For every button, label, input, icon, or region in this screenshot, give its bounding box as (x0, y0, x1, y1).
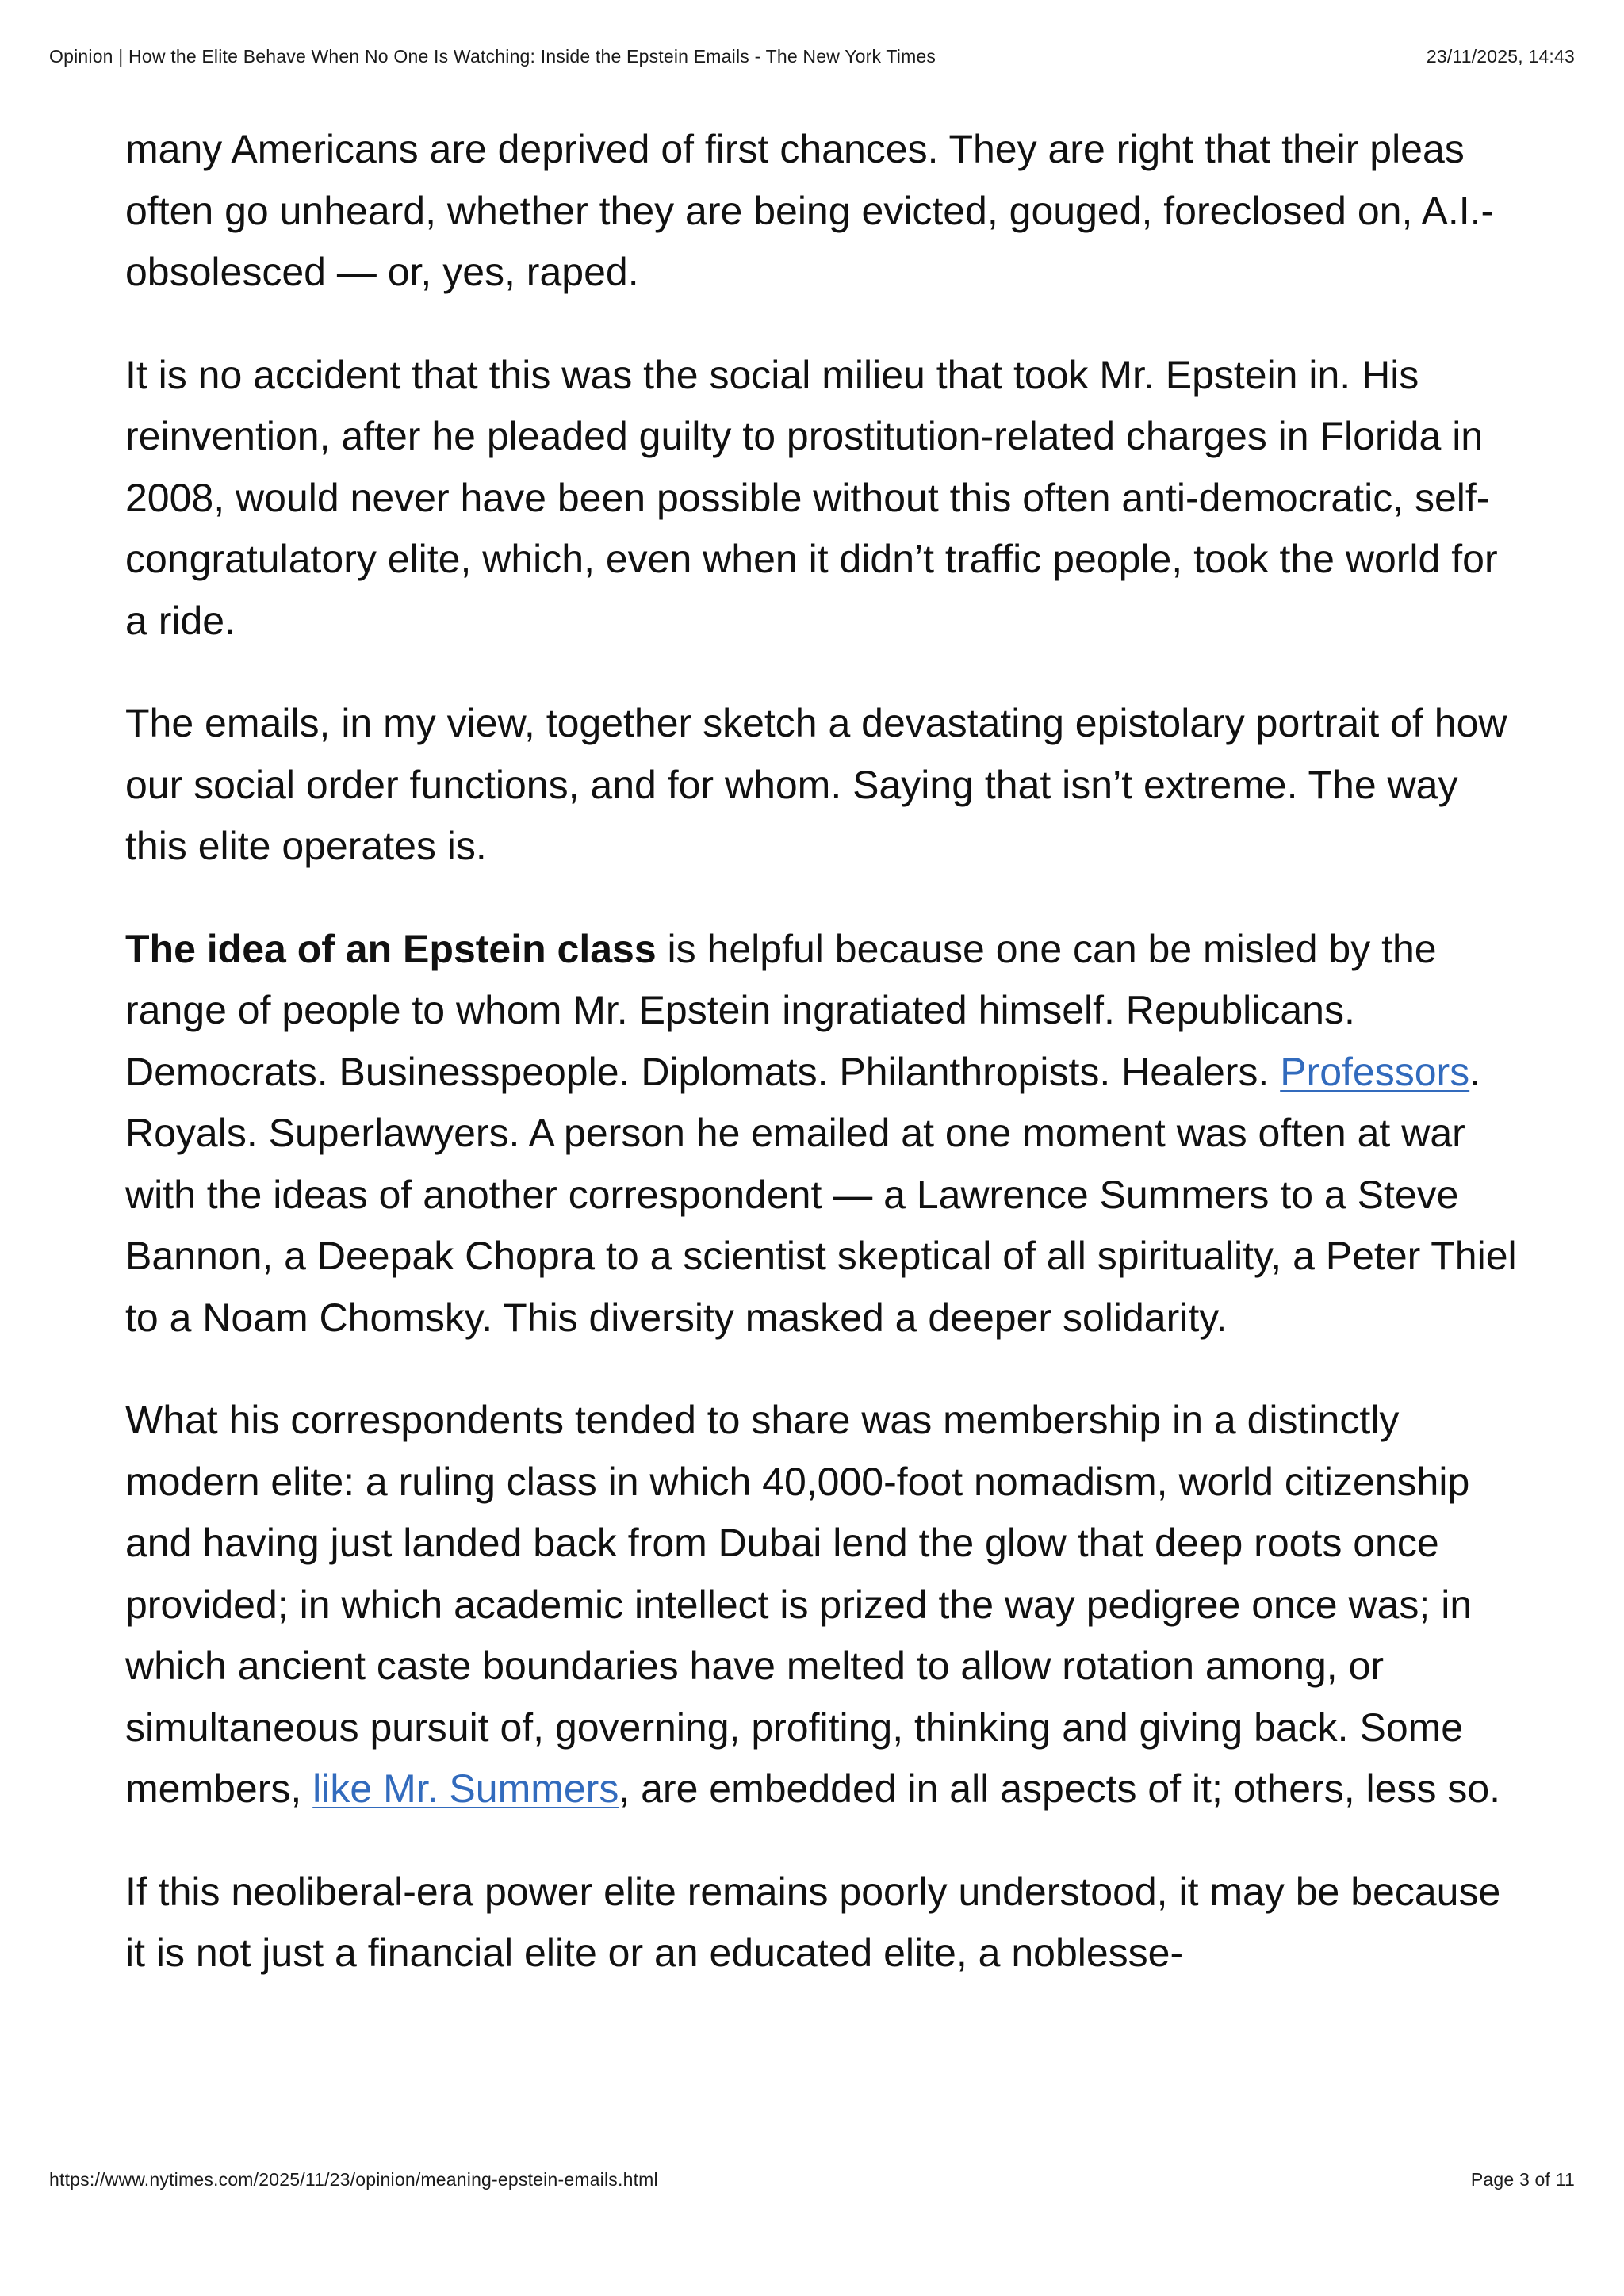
print-header (49, 46, 1575, 67)
professors-link[interactable]: Professors (1280, 1049, 1470, 1094)
paragraph-4-bold-lead: The idea of an Epstein class (125, 926, 657, 971)
print-footer (49, 2169, 1575, 2191)
paragraph-1: many Americans are deprived of first chances. They are right that their pleas often go unheard, whether they are being evicted, gouged, foreclosed on, A.I.-obsolesced — or, yes, raped. (125, 127, 1495, 294)
paragraph-3: The emails, in my view, together sketch a devastating epistolary portrait of how our social order functions, and for whom. Saying that isn’t extreme. The way this elite operates is. (125, 701, 1507, 868)
paragraph-5 (125, 1390, 1521, 1820)
paragraph-2: It is no accident that this was the social milieu that took Mr. Epstein in. His reinvention, after he pleaded guilty to prostitution-related charges in Florida in 2008, would never have been possible without this often anti-democratic, self-congratulatory elite, which, even when it didn’t traffic people, took the world for a ride. (125, 352, 1498, 643)
print-header-datetime: 23/11/2025, 14:43 (1426, 46, 1575, 67)
paragraph-5-text-a: What his correspondents tended to share was membership in a distinctly modern elite: a ruling class in which 40,000-foot nomadism, world citizenship and having just landed back from Dubai lend the glow that deep roots once provided; in which academic intellect is prized the way pedigree once was; in which ancient caste boundaries have melted to allow rotation among, or simultaneous pursuit of, governing, profiting, thinking and giving back. Some members, (125, 1398, 1473, 1811)
summers-link[interactable]: like Mr. Summers (312, 1766, 619, 1811)
paragraph-5-text-b: , are embedded in all aspects of it; others, less so. (619, 1766, 1501, 1811)
paragraph-4-text-b: . Royals. Superlawyers. A person he emailed at one moment was often at war with the ideas of another correspondent — a Lawrence Summers to a Steve Bannon, a Deepak Chopra to a scientist skeptical of all spirituality, a Peter Thiel to a Noam Chomsky. This diversity masked a deeper solidarity. (125, 1049, 1517, 1340)
paragraph-4-text-a: is helpful because one can be misled by the range of people to whom Mr. Epstein ingratiated himself. Republicans. Democrats. Businesspeople. Diplomats. Philanthropists. Healers. (125, 926, 1437, 1094)
paragraph-4 (125, 919, 1521, 1349)
print-header-title: Opinion | How the Elite Behave When No One Is Watching: Inside the Epstein Emails - The New York Times (49, 46, 936, 67)
paragraph-6: If this neoliberal-era power elite remains poorly understood, it may be because it is not just a financial elite or an educated elite, a noblesse- (125, 1869, 1501, 1975)
print-footer-page-number: Page 3 of 11 (1470, 2169, 1575, 2190)
print-footer-url: https://www.nytimes.com/2025/11/23/opinion/meaning-epstein-emails.html (49, 2169, 658, 2190)
article-body (125, 119, 1521, 2026)
